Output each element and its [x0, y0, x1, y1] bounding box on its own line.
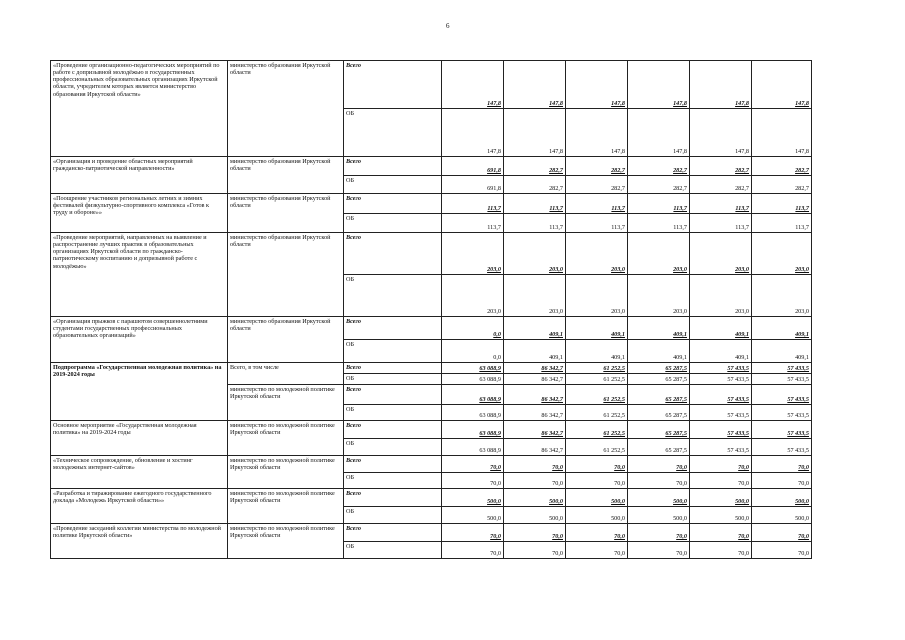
value-cell: 61 252,5 — [566, 421, 628, 439]
source-label: Всего — [344, 157, 442, 176]
source-label: Всего — [344, 233, 442, 275]
value-cell: 70,0 — [442, 524, 504, 542]
value-cell: 113,7 — [628, 214, 690, 233]
table-row — [51, 233, 812, 275]
value-cell: 70,0 — [690, 473, 752, 489]
executor-cell: министерство по молодежной политике Иркутской области — [228, 385, 344, 421]
executor-cell: министерство по молодежной политике Иркутской области — [228, 421, 344, 456]
value-cell: 70,0 — [442, 456, 504, 473]
value-cell: 70,0 — [690, 542, 752, 559]
value-cell: 282,7 — [628, 157, 690, 176]
value-cell: 0,0 — [442, 317, 504, 340]
activity-name-cell: «Разработка и тиражирование ежегодного государственного доклада «Молодежь Иркутской области»» — [51, 489, 228, 524]
value-cell: 203,0 — [504, 233, 566, 275]
value-cell: 691,8 — [442, 176, 504, 194]
source-label: ОБ — [344, 473, 442, 489]
value-cell: 61 252,5 — [566, 363, 628, 374]
value-cell: 63 088,9 — [442, 439, 504, 456]
value-cell: 500,0 — [690, 489, 752, 507]
value-cell: 63 088,9 — [442, 421, 504, 439]
value-cell: 500,0 — [628, 489, 690, 507]
value-cell: 409,1 — [566, 317, 628, 340]
value-cell: 70,0 — [752, 456, 812, 473]
value-cell: 147,8 — [504, 109, 566, 157]
table-row — [51, 456, 812, 473]
source-label: ОБ — [344, 374, 442, 385]
value-cell: 282,7 — [504, 157, 566, 176]
value-cell: 70,0 — [566, 473, 628, 489]
source-label: ОБ — [344, 542, 442, 559]
value-cell: 282,7 — [504, 176, 566, 194]
value-cell: 409,1 — [628, 340, 690, 363]
value-cell: 203,0 — [690, 233, 752, 275]
executor-cell: министерство по молодежной политике Иркутской области — [228, 489, 344, 524]
activity-name-cell: «Организация прыжков с парашютом совершеннолетними студентами государственных профессиональных образовательных организаций» — [51, 317, 228, 363]
value-cell: 57 433,5 — [752, 421, 812, 439]
value-cell: 61 252,5 — [566, 385, 628, 405]
value-cell: 113,7 — [504, 194, 566, 214]
value-cell: 500,0 — [504, 489, 566, 507]
source-label: ОБ — [344, 214, 442, 233]
value-cell: 113,7 — [442, 194, 504, 214]
value-cell: 500,0 — [442, 507, 504, 524]
value-cell: 203,0 — [442, 233, 504, 275]
value-cell: 147,8 — [628, 109, 690, 157]
value-cell: 691,8 — [442, 157, 504, 176]
value-cell: 282,7 — [752, 176, 812, 194]
table-row — [51, 363, 812, 374]
source-label: ОБ — [344, 405, 442, 421]
value-cell: 57 433,5 — [752, 374, 812, 385]
value-cell: 409,1 — [752, 317, 812, 340]
value-cell: 63 088,9 — [442, 374, 504, 385]
source-label: ОБ — [344, 439, 442, 456]
table-row — [51, 157, 812, 176]
executor-cell: министерство образования Иркутской области — [228, 61, 344, 157]
value-cell: 203,0 — [690, 275, 752, 317]
executor-cell: министерство образования Иркутской области — [228, 194, 344, 233]
value-cell: 70,0 — [504, 456, 566, 473]
value-cell: 203,0 — [566, 275, 628, 317]
budget-table — [50, 60, 812, 559]
value-cell: 500,0 — [752, 489, 812, 507]
value-cell: 65 287,5 — [628, 439, 690, 456]
subprogram-name-cell: Подпрограмма «Государственная молодежная политика» на 2019-2024 годы — [51, 363, 228, 421]
executor-cell: Всего, в том числе — [228, 363, 344, 385]
value-cell: 282,7 — [566, 157, 628, 176]
value-cell: 70,0 — [504, 524, 566, 542]
value-cell: 57 433,5 — [752, 405, 812, 421]
value-cell: 57 433,5 — [752, 439, 812, 456]
table-row — [51, 194, 812, 214]
value-cell: 57 433,5 — [752, 363, 812, 374]
value-cell: 500,0 — [442, 489, 504, 507]
value-cell: 282,7 — [752, 157, 812, 176]
value-cell: 147,8 — [628, 61, 690, 109]
value-cell: 57 433,5 — [690, 405, 752, 421]
activity-name-cell: «Организация и проведение областных мероприятий гражданско-патриотической направленности» — [51, 157, 228, 194]
value-cell: 113,7 — [504, 214, 566, 233]
activity-name-cell: «Проведение организационно-педагогических мероприятий по работе с допризывной молодёжью в государственных профессиональных образовательных организациях Иркутской области, учредителем которых является министерство образования Иркутской области» — [51, 61, 228, 157]
activity-name-cell: Основное мероприятие «Государственная молодежная политика» на 2019-2024 годы — [51, 421, 228, 456]
value-cell: 203,0 — [752, 275, 812, 317]
source-label: ОБ — [344, 109, 442, 157]
table-row — [51, 489, 812, 507]
value-cell: 409,1 — [504, 340, 566, 363]
value-cell: 70,0 — [628, 473, 690, 489]
value-cell: 500,0 — [504, 507, 566, 524]
value-cell: 86 342,7 — [504, 439, 566, 456]
value-cell: 282,7 — [690, 157, 752, 176]
activity-name-cell: «Проведение заседаний коллегии министерства по молодежной политике Иркутской области» — [51, 524, 228, 559]
value-cell: 113,7 — [690, 194, 752, 214]
value-cell: 409,1 — [752, 340, 812, 363]
value-cell: 63 088,9 — [442, 363, 504, 374]
source-label: Всего — [344, 385, 442, 405]
value-cell: 147,8 — [752, 61, 812, 109]
source-label: Всего — [344, 456, 442, 473]
value-cell: 203,0 — [628, 275, 690, 317]
value-cell: 86 342,7 — [504, 363, 566, 374]
value-cell: 65 287,5 — [628, 363, 690, 374]
value-cell: 147,8 — [566, 109, 628, 157]
value-cell: 147,8 — [752, 109, 812, 157]
activity-name-cell: «Техническое сопровождение, обновление и хостинг молодежных интернет-сайтов» — [51, 456, 228, 489]
value-cell: 147,8 — [504, 61, 566, 109]
value-cell: 57 433,5 — [752, 385, 812, 405]
value-cell: 500,0 — [752, 507, 812, 524]
value-cell: 70,0 — [752, 473, 812, 489]
value-cell: 282,7 — [566, 176, 628, 194]
value-cell: 70,0 — [628, 524, 690, 542]
value-cell: 65 287,5 — [628, 405, 690, 421]
value-cell: 203,0 — [504, 275, 566, 317]
value-cell: 70,0 — [690, 456, 752, 473]
value-cell: 70,0 — [628, 542, 690, 559]
source-label: ОБ — [344, 507, 442, 524]
executor-cell: министерство по молодежной политике Иркутской области — [228, 524, 344, 559]
value-cell: 409,1 — [566, 340, 628, 363]
source-label: Всего — [344, 489, 442, 507]
value-cell: 70,0 — [628, 456, 690, 473]
value-cell: 0,0 — [442, 340, 504, 363]
value-cell: 203,0 — [628, 233, 690, 275]
value-cell: 500,0 — [566, 489, 628, 507]
value-cell: 500,0 — [628, 507, 690, 524]
value-cell: 500,0 — [566, 507, 628, 524]
value-cell: 409,1 — [690, 340, 752, 363]
source-label: Всего — [344, 317, 442, 340]
value-cell: 70,0 — [566, 524, 628, 542]
activity-name-cell: «Проведение мероприятий, направленных на выявление и распространение лучших практик в образовательных организациях Иркутской области по гражданско-патриотическому воспитанию и допризывной работе с молодёжью» — [51, 233, 228, 317]
activity-name-cell: «Поощрение участников региональных летних и зимних фестивалей физкультурно-спортивного комплекса «Готов к труду и обороне»» — [51, 194, 228, 233]
value-cell: 500,0 — [690, 507, 752, 524]
page-number: 6 — [446, 22, 450, 30]
value-cell: 113,7 — [752, 214, 812, 233]
value-cell: 113,7 — [566, 194, 628, 214]
value-cell: 86 342,7 — [504, 374, 566, 385]
table-row — [51, 524, 812, 542]
value-cell: 282,7 — [690, 176, 752, 194]
executor-cell: министерство по молодежной политике Иркутской области — [228, 456, 344, 489]
source-label: Всего — [344, 61, 442, 109]
value-cell: 65 287,5 — [628, 374, 690, 385]
value-cell: 57 433,5 — [690, 374, 752, 385]
value-cell: 409,1 — [690, 317, 752, 340]
value-cell: 147,8 — [566, 61, 628, 109]
value-cell: 147,8 — [690, 61, 752, 109]
value-cell: 86 342,7 — [504, 421, 566, 439]
value-cell: 147,8 — [442, 61, 504, 109]
value-cell: 203,0 — [442, 275, 504, 317]
value-cell: 409,1 — [504, 317, 566, 340]
executor-cell: министерство образования Иркутской области — [228, 233, 344, 317]
value-cell: 113,7 — [628, 194, 690, 214]
value-cell: 63 088,9 — [442, 405, 504, 421]
value-cell: 57 433,5 — [690, 421, 752, 439]
value-cell: 65 287,5 — [628, 421, 690, 439]
value-cell: 86 342,7 — [504, 405, 566, 421]
source-label: Всего — [344, 524, 442, 542]
value-cell: 147,8 — [442, 109, 504, 157]
table-row — [51, 317, 812, 340]
value-cell: 57 433,5 — [690, 385, 752, 405]
value-cell: 147,8 — [690, 109, 752, 157]
value-cell: 63 088,9 — [442, 385, 504, 405]
value-cell: 113,7 — [690, 214, 752, 233]
value-cell: 57 433,5 — [690, 439, 752, 456]
source-label: Всего — [344, 194, 442, 214]
executor-cell: министерство образования Иркутской области — [228, 157, 344, 194]
table-row — [51, 421, 812, 439]
value-cell: 409,1 — [628, 317, 690, 340]
value-cell: 70,0 — [690, 524, 752, 542]
value-cell: 70,0 — [566, 456, 628, 473]
value-cell: 70,0 — [504, 473, 566, 489]
source-label: Всего — [344, 363, 442, 374]
value-cell: 70,0 — [752, 524, 812, 542]
value-cell: 70,0 — [566, 542, 628, 559]
value-cell: 61 252,5 — [566, 439, 628, 456]
value-cell: 113,7 — [566, 214, 628, 233]
value-cell: 70,0 — [504, 542, 566, 559]
value-cell: 65 287,5 — [628, 385, 690, 405]
table-row — [51, 61, 812, 109]
source-label: ОБ — [344, 176, 442, 194]
value-cell: 70,0 — [442, 473, 504, 489]
value-cell: 113,7 — [752, 194, 812, 214]
value-cell: 61 252,5 — [566, 374, 628, 385]
value-cell: 70,0 — [752, 542, 812, 559]
value-cell: 86 342,7 — [504, 385, 566, 405]
source-label: ОБ — [344, 275, 442, 317]
source-label: ОБ — [344, 340, 442, 363]
value-cell: 57 433,5 — [690, 363, 752, 374]
source-label: Всего — [344, 421, 442, 439]
executor-cell: министерство образования Иркутской области — [228, 317, 344, 363]
value-cell: 282,7 — [628, 176, 690, 194]
value-cell: 113,7 — [442, 214, 504, 233]
value-cell: 70,0 — [442, 542, 504, 559]
value-cell: 203,0 — [566, 233, 628, 275]
value-cell: 61 252,5 — [566, 405, 628, 421]
value-cell: 203,0 — [752, 233, 812, 275]
